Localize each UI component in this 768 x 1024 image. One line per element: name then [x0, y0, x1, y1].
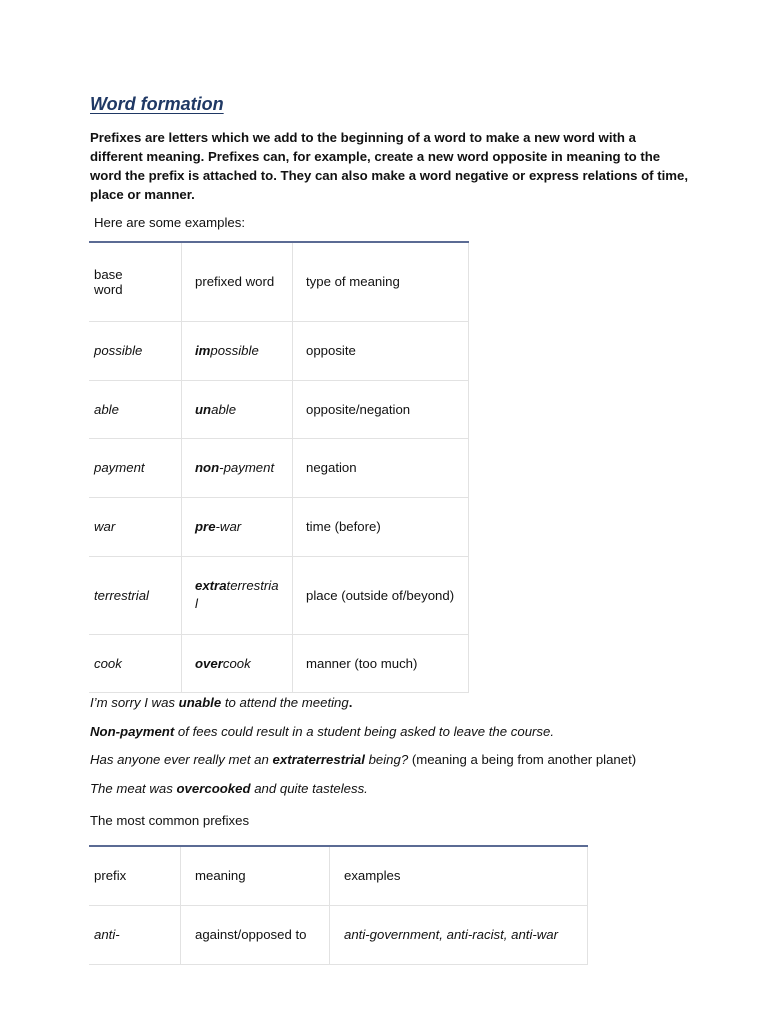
page-title: Word formation	[90, 94, 224, 114]
header-prefixed-word: prefixed word	[182, 242, 293, 321]
sentence-keyword: overcooked	[176, 780, 251, 796]
meaning-cell: opposite/negation	[293, 380, 469, 438]
prefixed-word-cell	[182, 556, 293, 634]
table-row	[89, 556, 469, 634]
table-header-row	[89, 242, 469, 321]
word-part: able	[211, 401, 237, 417]
examples-table	[89, 241, 469, 693]
meaning-cell: manner (too much)	[293, 634, 469, 692]
base-word-cell: able	[89, 380, 182, 438]
sentence-keyword: Non-payment	[90, 723, 175, 739]
sentence-keyword: extraterrestrial	[272, 752, 365, 768]
example-sentence	[90, 751, 636, 780]
meaning-cell: against/opposed to	[181, 905, 330, 964]
table-row	[89, 905, 588, 964]
table-header-row	[89, 846, 588, 905]
example-sentence	[90, 694, 636, 723]
meaning-cell: place (outside of/beyond)	[293, 556, 469, 634]
table-row	[89, 497, 469, 556]
meaning-cell: opposite	[293, 321, 469, 380]
base-word-cell: possible	[89, 321, 182, 380]
word-part: terrestrial	[195, 578, 279, 611]
header-base-word: base word	[89, 242, 182, 321]
sentence-end: of fees could result in a student being asked to leave the course.	[174, 723, 555, 739]
header-type-of-meaning: type of meaning	[293, 242, 469, 321]
prefix-part: pre	[195, 519, 216, 534]
table-row	[89, 438, 469, 497]
prefixed-word-cell	[182, 321, 293, 380]
table-row	[89, 321, 469, 380]
meaning-cell: negation	[293, 438, 469, 497]
example-sentences	[90, 694, 636, 808]
prefixed-word-cell	[182, 438, 293, 497]
sentence-start: The meat was	[90, 780, 177, 796]
header-meaning: meaning	[181, 846, 330, 905]
base-word-cell: payment	[89, 438, 182, 497]
base-word-cell: war	[89, 497, 182, 556]
sentence-period: .	[348, 695, 353, 710]
prefixed-word-cell	[182, 634, 293, 692]
prefix-part: extra	[195, 578, 227, 593]
word-part: cook	[222, 655, 251, 671]
common-prefixes-label: The most common prefixes	[90, 813, 250, 828]
prefix-cell: anti-	[89, 905, 181, 964]
base-word-cell: cook	[89, 634, 182, 692]
sentence-start: I’m sorry I was	[90, 695, 179, 710]
meaning-cell: time (before)	[293, 497, 469, 556]
word-part: -payment	[219, 460, 275, 475]
table-row	[89, 380, 469, 438]
header-examples: examples	[330, 846, 588, 905]
prefix-part: over	[195, 655, 223, 671]
prefix-part: non	[195, 460, 220, 475]
sentence-start: Has anyone ever really met an	[90, 752, 273, 768]
base-word-cell: terrestrial	[89, 556, 182, 634]
prefix-part: un	[195, 401, 212, 417]
sentence-end: being?	[364, 752, 409, 768]
word-part: possible	[210, 343, 259, 358]
word-part: -war	[215, 519, 242, 534]
sentence-end: to attend the meeting	[221, 695, 349, 710]
example-sentence	[90, 780, 636, 809]
prefix-table	[89, 845, 588, 965]
example-sentence	[90, 723, 636, 752]
prefix-part: im	[195, 343, 211, 358]
table-row	[89, 634, 469, 692]
header-prefix: prefix	[89, 846, 181, 905]
intro-paragraph: Prefixes are letters which we add to the beginning of a word to make a new word with a different meaning. Prefixes can, for example, create a new word opposite in meaning to the word the prefix is attached to. They can also make a word negative or express relations of time, place or manner.	[90, 130, 689, 202]
prefixed-word-cell	[182, 497, 293, 556]
sentence-keyword: unable	[178, 695, 222, 710]
prefixed-word-cell	[182, 380, 293, 438]
sentence-note: (meaning a being from another planet)	[408, 752, 637, 768]
examples-cell: anti-government, anti-racist, anti-war	[330, 905, 588, 964]
sentence-end: and quite tasteless.	[250, 780, 368, 796]
examples-label: Here are some examples:	[94, 215, 245, 230]
